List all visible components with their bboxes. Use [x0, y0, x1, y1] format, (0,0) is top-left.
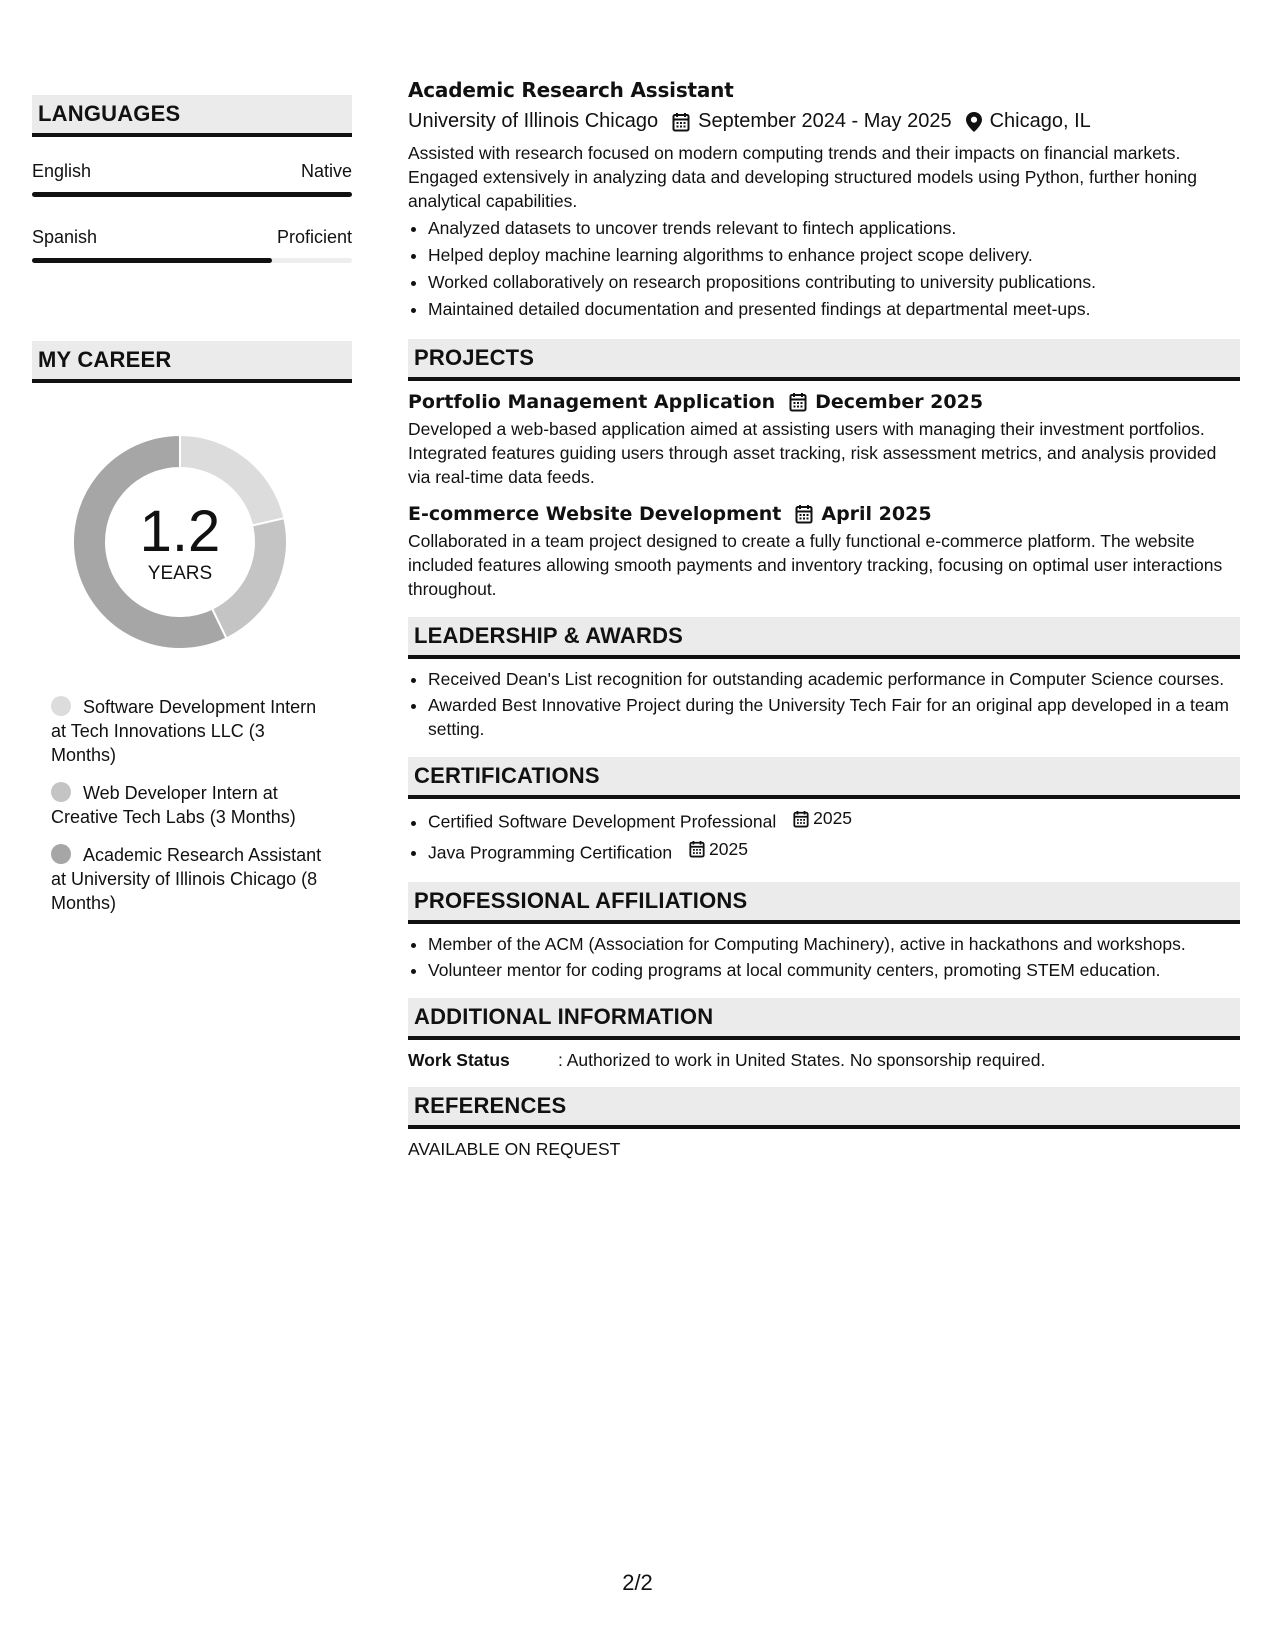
list-item: • Received Dean's List recognition for outstanding academic performance in Computer Science courses. [428, 667, 1240, 691]
list-item: • Volunteer mentor for coding programs at local community centers, promoting STEM education. [428, 958, 1240, 982]
certification-year: 2025 [813, 808, 853, 828]
location-pin-icon [966, 112, 982, 132]
projects-heading [408, 339, 1240, 381]
legend-dot-icon [51, 782, 71, 802]
calendar-icon [795, 504, 813, 524]
affiliation-bullets [408, 932, 1240, 982]
page-number: 2/2 [622, 1570, 653, 1595]
career-legend-label: Web Developer Intern at Creative Tech Labs (3 Months) [51, 783, 296, 827]
list-item [428, 805, 1240, 836]
job-company: University of Illinois Chicago [408, 110, 659, 132]
list-item: • Worked collaboratively on research propositions contributing to university publications. [428, 269, 1240, 296]
career-legend-label: Software Development Intern at Tech Innovations LLC (3 Months) [51, 697, 317, 765]
language-level: Native [300, 161, 352, 181]
job-title: Academic Research Assistant [408, 78, 734, 102]
list-item: • Helped deploy machine learning algorithms to enhance project scope delivery. [428, 242, 1240, 269]
certification-list [408, 805, 1240, 866]
additional-info-heading [408, 998, 1240, 1040]
career-legend-item [51, 843, 331, 915]
certification-year: 2025 [709, 838, 748, 859]
leadership-heading [408, 617, 1240, 659]
job-bullets [408, 215, 1240, 323]
language-level: Proficient [276, 227, 352, 247]
work-status-value: : Authorized to work in United States. No sponsorship required. [558, 1050, 1046, 1070]
career-legend-item [51, 695, 331, 767]
job-dates: September 2024 - May 2025 [698, 110, 952, 132]
project-name: Portfolio Management Application [408, 391, 776, 413]
list-item: • Member of the ACM (Association for Computing Machinery), active in hackathons and workshops. [428, 932, 1240, 956]
language-bar-fill [32, 258, 272, 263]
language-bar [32, 192, 352, 197]
list-item [428, 836, 1240, 867]
career-donut-chart [65, 427, 295, 657]
leadership-heading-text: LEADERSHIP & AWARDS [414, 623, 684, 648]
projects-heading-text: PROJECTS [414, 345, 535, 370]
list-item: • Analyzed datasets to uncover trends relevant to fintech applications. [428, 215, 1240, 242]
work-status-label: Work Status [408, 1050, 510, 1070]
legend-dot-icon [51, 844, 71, 864]
certifications-heading [408, 757, 1240, 799]
work-status-row [408, 1050, 1240, 1071]
career-total: 1.2 [139, 499, 221, 564]
project-date: April 2025 [821, 503, 932, 525]
career-unit: YEARS [147, 563, 213, 584]
project-title [408, 391, 1240, 413]
career-legend-label: Academic Research Assistant at University of Illinois Chicago (8 Months) [51, 845, 322, 913]
languages-heading [32, 95, 352, 137]
language-item [32, 227, 352, 263]
leadership-bullets [408, 667, 1240, 741]
references-heading [408, 1087, 1240, 1129]
additional-info-heading-text: ADDITIONAL INFORMATION [414, 1004, 714, 1029]
job-meta [408, 110, 1240, 133]
languages-heading-text: LANGUAGES [38, 101, 181, 126]
certification-name: Certified Software Development Professional [428, 811, 777, 832]
references-text: AVAILABLE ON REQUEST [408, 1139, 621, 1159]
project-name: E-commerce Website Development [408, 503, 782, 525]
references-heading-text: REFERENCES [414, 1093, 567, 1118]
list-item: • Maintained detailed documentation and presented findings at departmental meet-ups. [428, 296, 1240, 323]
language-name: Spanish [32, 227, 98, 247]
career-legend [51, 695, 331, 915]
affiliations-heading-text: PROFESSIONAL AFFILIATIONS [414, 888, 748, 913]
calendar-icon [793, 810, 809, 828]
language-name: English [32, 161, 92, 181]
calendar-icon [789, 392, 807, 412]
project-description: Developed a web-based application aimed at assisting users with managing their investment portfolios. Integrated features guiding users through asset tracking, risk assessment metrics, and analysis provided via real-time data feeds. [408, 419, 1217, 487]
calendar-icon [672, 112, 690, 132]
project-title [408, 503, 1240, 525]
certifications-heading-text: CERTIFICATIONS [414, 763, 600, 788]
calendar-icon [689, 840, 705, 858]
job-location: Chicago, IL [989, 110, 1091, 132]
legend-dot-icon [51, 696, 71, 716]
language-item [32, 161, 352, 197]
project-description: Collaborated in a team project designed to create a fully functional e-commerce platform. The website included features allowing smooth payments and inventory tracking, focusing on optimal user interactions throughout. [408, 531, 1223, 599]
language-bar [32, 258, 352, 263]
language-bar-fill [32, 192, 352, 197]
certification-name: Java Programming Certification [428, 842, 673, 862]
main-content [408, 78, 1240, 1160]
list-item: • Awarded Best Innovative Project during the University Tech Fair for an original app developed in a team setting. [428, 693, 1240, 741]
affiliations-heading [408, 882, 1240, 924]
career-legend-item [51, 781, 331, 829]
career-heading-text: MY CAREER [38, 347, 172, 372]
project-date: December 2025 [815, 391, 984, 413]
sidebar [32, 95, 352, 929]
career-heading [32, 341, 352, 383]
job-description: Assisted with research focused on modern computing trends and their impacts on financial markets. Engaged extensively in analyzing data and developing structured models using Python, further honing analytical capabilities. [408, 143, 1197, 211]
